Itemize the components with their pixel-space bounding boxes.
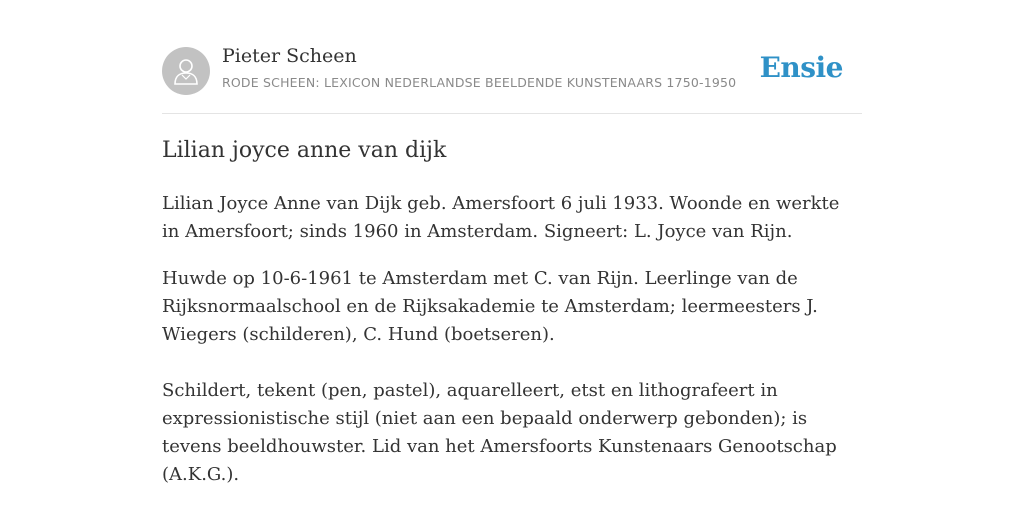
source-name[interactable]: RODE SCHEEN: LEXICON NEDERLANDSE BEELDENDE KUNSTENAARS 1750-1950 [222,75,737,90]
article-paragraph: Lilian Joyce Anne van Dijk geb. Amersfoort 6 juli 1933. Woonde en werkte in Amersfoort; sinds 1960 in Amsterdam. Signeert: L. Joyce van Rijn. [162,193,840,242]
article-container [162,0,862,485]
article-title: Lilian joyce anne van dijk [162,138,447,163]
author-name[interactable]: Pieter Scheen [222,45,357,67]
article-paragraph: Schildert, tekent (pen, pastel), aquarelleert, etst en lithografeert in expressionistische stijl (niet aan een bepaald onderwerp gebonden); is tevens beeldhouwster. Lid van het Amersfoorts Kunstenaars Genootschap (A.K.G.). [162,380,837,485]
article-paragraph: Huwde op 10-6-1961 te Amsterdam met C. van Rijn. Leerlinge van de Rijksnormaalschool en de Rijksakademie te Amsterdam; leermeesters J. Wiegers (schilderen), C. Hund (boetseren). [162,268,818,345]
user-icon [173,57,199,85]
author-avatar[interactable] [162,47,210,95]
ensie-logo[interactable]: Ensie [759,51,843,84]
article-header [162,0,862,114]
